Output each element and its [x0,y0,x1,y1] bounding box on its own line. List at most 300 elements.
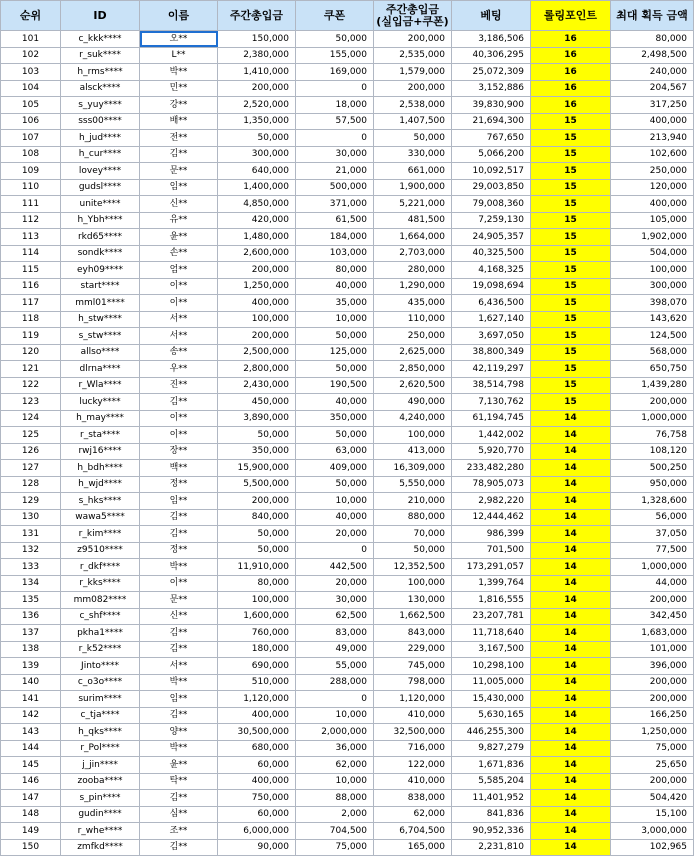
id-cell[interactable]: h_bdh**** [61,460,140,477]
coupon-cell[interactable]: 40,000 [296,394,374,411]
rolling-point-cell[interactable]: 14 [531,691,611,708]
header-id[interactable]: ID [61,1,140,31]
max-amount-cell[interactable]: 15,100 [611,806,694,823]
weekly-total-cell[interactable]: 122,000 [374,757,452,774]
id-cell[interactable]: zooba**** [61,773,140,790]
rank-cell[interactable]: 138 [1,641,61,658]
coupon-cell[interactable]: 80,000 [296,262,374,279]
weekly-total-cell[interactable]: 130,000 [374,592,452,609]
header-coupon[interactable]: 쿠폰 [296,1,374,31]
betting-cell[interactable]: 21,694,300 [452,113,531,130]
id-cell[interactable]: gudin**** [61,806,140,823]
rank-cell[interactable]: 125 [1,427,61,444]
name-cell[interactable]: L** [140,47,218,64]
weekly-total-cell[interactable]: 280,000 [374,262,452,279]
weekly-deposit-cell[interactable]: 50,000 [218,130,296,147]
max-amount-cell[interactable]: 1,000,000 [611,559,694,576]
betting-cell[interactable]: 10,298,100 [452,658,531,675]
rank-cell[interactable]: 110 [1,179,61,196]
max-amount-cell[interactable]: 400,000 [611,196,694,213]
max-amount-cell[interactable]: 1,439,280 [611,377,694,394]
rolling-point-cell[interactable]: 15 [531,212,611,229]
weekly-deposit-cell[interactable]: 400,000 [218,707,296,724]
betting-cell[interactable]: 986,399 [452,526,531,543]
rank-cell[interactable]: 114 [1,245,61,262]
betting-cell[interactable]: 2,982,220 [452,493,531,510]
weekly-deposit-cell[interactable]: 1,350,000 [218,113,296,130]
id-cell[interactable]: s_hks**** [61,493,140,510]
rank-cell[interactable]: 140 [1,674,61,691]
rolling-point-cell[interactable]: 14 [531,509,611,526]
name-cell[interactable]: 김** [140,526,218,543]
weekly-total-cell[interactable]: 110,000 [374,311,452,328]
coupon-cell[interactable]: 2,000 [296,806,374,823]
weekly-deposit-cell[interactable]: 1,400,000 [218,179,296,196]
rolling-point-cell[interactable]: 14 [531,839,611,856]
name-cell[interactable]: 신** [140,608,218,625]
id-cell[interactable]: c_o3o**** [61,674,140,691]
betting-cell[interactable]: 5,630,165 [452,707,531,724]
rolling-point-cell[interactable]: 15 [531,130,611,147]
coupon-cell[interactable]: 0 [296,80,374,97]
max-amount-cell[interactable]: 166,250 [611,707,694,724]
id-cell[interactable]: r_dkf**** [61,559,140,576]
rolling-point-cell[interactable]: 15 [531,295,611,312]
coupon-cell[interactable]: 288,000 [296,674,374,691]
rank-cell[interactable]: 118 [1,311,61,328]
max-amount-cell[interactable]: 398,070 [611,295,694,312]
name-cell[interactable]: 우** [140,361,218,378]
coupon-cell[interactable]: 50,000 [296,427,374,444]
weekly-deposit-cell[interactable]: 2,380,000 [218,47,296,64]
weekly-deposit-cell[interactable]: 1,600,000 [218,608,296,625]
header-name[interactable]: 이름 [140,1,218,31]
coupon-cell[interactable]: 409,000 [296,460,374,477]
name-cell[interactable]: 김** [140,707,218,724]
rank-cell[interactable]: 116 [1,278,61,295]
id-cell[interactable]: r_whe**** [61,823,140,840]
weekly-deposit-cell[interactable]: 2,520,000 [218,97,296,114]
rolling-point-cell[interactable]: 14 [531,410,611,427]
coupon-cell[interactable]: 20,000 [296,526,374,543]
id-cell[interactable]: r_Wla**** [61,377,140,394]
weekly-total-cell[interactable]: 2,703,000 [374,245,452,262]
max-amount-cell[interactable]: 950,000 [611,476,694,493]
max-amount-cell[interactable]: 56,000 [611,509,694,526]
weekly-deposit-cell[interactable]: 4,850,000 [218,196,296,213]
id-cell[interactable]: r_k52**** [61,641,140,658]
header-betting[interactable]: 베팅 [452,1,531,31]
betting-cell[interactable]: 15,430,000 [452,691,531,708]
betting-cell[interactable]: 61,194,745 [452,410,531,427]
rolling-point-cell[interactable]: 14 [531,476,611,493]
rank-cell[interactable]: 135 [1,592,61,609]
rank-cell[interactable]: 103 [1,64,61,81]
weekly-total-cell[interactable]: 16,309,000 [374,460,452,477]
name-cell[interactable]: 장** [140,443,218,460]
coupon-cell[interactable]: 49,000 [296,641,374,658]
weekly-deposit-cell[interactable]: 60,000 [218,806,296,823]
betting-cell[interactable]: 40,325,500 [452,245,531,262]
rolling-point-cell[interactable]: 14 [531,460,611,477]
betting-cell[interactable]: 4,168,325 [452,262,531,279]
rolling-point-cell[interactable]: 14 [531,592,611,609]
betting-cell[interactable]: 1,627,140 [452,311,531,328]
name-cell[interactable]: 임** [140,691,218,708]
betting-cell[interactable]: 3,697,050 [452,328,531,345]
betting-cell[interactable]: 24,905,357 [452,229,531,246]
id-cell[interactable]: allso**** [61,344,140,361]
id-cell[interactable]: rwj16**** [61,443,140,460]
coupon-cell[interactable]: 55,000 [296,658,374,675]
rolling-point-cell[interactable]: 14 [531,674,611,691]
weekly-total-cell[interactable]: 1,900,000 [374,179,452,196]
weekly-total-cell[interactable]: 838,000 [374,790,452,807]
weekly-total-cell[interactable]: 745,000 [374,658,452,675]
name-cell[interactable]: 탁** [140,773,218,790]
weekly-total-cell[interactable]: 4,240,000 [374,410,452,427]
weekly-total-cell[interactable]: 435,000 [374,295,452,312]
max-amount-cell[interactable]: 105,000 [611,212,694,229]
weekly-deposit-cell[interactable]: 180,000 [218,641,296,658]
rank-cell[interactable]: 128 [1,476,61,493]
weekly-deposit-cell[interactable]: 420,000 [218,212,296,229]
name-cell[interactable]: 김** [140,641,218,658]
weekly-deposit-cell[interactable]: 150,000 [218,31,296,48]
rolling-point-cell[interactable]: 14 [531,559,611,576]
rank-cell[interactable]: 105 [1,97,61,114]
weekly-total-cell[interactable]: 165,000 [374,839,452,856]
weekly-total-cell[interactable]: 1,662,500 [374,608,452,625]
betting-cell[interactable]: 173,291,057 [452,559,531,576]
weekly-total-cell[interactable]: 200,000 [374,31,452,48]
coupon-cell[interactable]: 350,000 [296,410,374,427]
name-cell[interactable]: 김** [140,839,218,856]
rank-cell[interactable]: 122 [1,377,61,394]
rank-cell[interactable]: 111 [1,196,61,213]
name-cell[interactable]: 임** [140,179,218,196]
coupon-cell[interactable]: 0 [296,130,374,147]
betting-cell[interactable]: 841,836 [452,806,531,823]
weekly-total-cell[interactable]: 50,000 [374,130,452,147]
rank-cell[interactable]: 130 [1,509,61,526]
name-cell[interactable]: 이** [140,295,218,312]
coupon-cell[interactable]: 184,000 [296,229,374,246]
id-cell[interactable]: alsck**** [61,80,140,97]
weekly-deposit-cell[interactable]: 80,000 [218,575,296,592]
id-cell[interactable]: z9510**** [61,542,140,559]
max-amount-cell[interactable]: 396,000 [611,658,694,675]
max-amount-cell[interactable]: 102,965 [611,839,694,856]
rank-cell[interactable]: 121 [1,361,61,378]
name-cell[interactable]: 김** [140,790,218,807]
weekly-total-cell[interactable]: 330,000 [374,146,452,163]
weekly-total-cell[interactable]: 1,664,000 [374,229,452,246]
rolling-point-cell[interactable]: 14 [531,493,611,510]
weekly-deposit-cell[interactable]: 400,000 [218,773,296,790]
id-cell[interactable]: rkd65**** [61,229,140,246]
id-cell[interactable]: zmfkd**** [61,839,140,856]
coupon-cell[interactable]: 103,000 [296,245,374,262]
betting-cell[interactable]: 5,585,204 [452,773,531,790]
rolling-point-cell[interactable]: 15 [531,179,611,196]
weekly-total-cell[interactable]: 1,407,500 [374,113,452,130]
id-cell[interactable]: h_Ybh**** [61,212,140,229]
id-cell[interactable]: sss00**** [61,113,140,130]
rolling-point-cell[interactable]: 14 [531,707,611,724]
coupon-cell[interactable]: 61,500 [296,212,374,229]
name-cell[interactable]: 송** [140,344,218,361]
weekly-deposit-cell[interactable]: 100,000 [218,311,296,328]
id-cell[interactable]: c_kkk**** [61,31,140,48]
id-cell[interactable]: h_may**** [61,410,140,427]
weekly-deposit-cell[interactable]: 640,000 [218,163,296,180]
betting-cell[interactable]: 79,008,360 [452,196,531,213]
name-cell[interactable]: 박** [140,559,218,576]
weekly-deposit-cell[interactable]: 50,000 [218,526,296,543]
rolling-point-cell[interactable]: 15 [531,394,611,411]
id-cell[interactable]: wawa5**** [61,509,140,526]
betting-cell[interactable]: 1,442,002 [452,427,531,444]
rolling-point-cell[interactable]: 15 [531,146,611,163]
id-cell[interactable]: j_jin**** [61,757,140,774]
id-cell[interactable]: r_kks**** [61,575,140,592]
weekly-deposit-cell[interactable]: 3,890,000 [218,410,296,427]
coupon-cell[interactable]: 20,000 [296,575,374,592]
name-cell[interactable]: 강** [140,97,218,114]
id-cell[interactable]: r_sta**** [61,427,140,444]
name-cell[interactable]: 정** [140,476,218,493]
max-amount-cell[interactable]: 250,000 [611,163,694,180]
weekly-total-cell[interactable]: 200,000 [374,80,452,97]
weekly-deposit-cell[interactable]: 200,000 [218,80,296,97]
weekly-deposit-cell[interactable]: 2,800,000 [218,361,296,378]
coupon-cell[interactable]: 10,000 [296,773,374,790]
rolling-point-cell[interactable]: 16 [531,80,611,97]
rolling-point-cell[interactable]: 14 [531,757,611,774]
header-weekly-deposit[interactable]: 주간총입금 [218,1,296,31]
name-cell[interactable]: 김** [140,146,218,163]
weekly-deposit-cell[interactable]: 1,480,000 [218,229,296,246]
rolling-point-cell[interactable]: 16 [531,97,611,114]
max-amount-cell[interactable]: 300,000 [611,278,694,295]
name-cell[interactable]: 김** [140,509,218,526]
weekly-deposit-cell[interactable]: 30,500,000 [218,724,296,741]
id-cell[interactable]: lovey**** [61,163,140,180]
weekly-total-cell[interactable]: 880,000 [374,509,452,526]
rank-cell[interactable]: 134 [1,575,61,592]
name-cell[interactable]: 문** [140,163,218,180]
rolling-point-cell[interactable]: 16 [531,47,611,64]
header-weekly-total[interactable] [374,1,452,31]
betting-cell[interactable]: 12,444,462 [452,509,531,526]
max-amount-cell[interactable]: 77,500 [611,542,694,559]
rolling-point-cell[interactable]: 16 [531,31,611,48]
betting-cell[interactable]: 767,650 [452,130,531,147]
coupon-cell[interactable]: 40,000 [296,509,374,526]
weekly-deposit-cell[interactable]: 450,000 [218,394,296,411]
betting-cell[interactable]: 1,399,764 [452,575,531,592]
rolling-point-cell[interactable]: 14 [531,443,611,460]
rank-cell[interactable]: 142 [1,707,61,724]
weekly-total-cell[interactable]: 413,000 [374,443,452,460]
name-cell[interactable]: 서** [140,328,218,345]
id-cell[interactable]: h_stw**** [61,311,140,328]
rolling-point-cell[interactable]: 14 [531,658,611,675]
name-cell[interactable]: 신** [140,196,218,213]
betting-cell[interactable]: 40,306,295 [452,47,531,64]
weekly-total-cell[interactable]: 410,000 [374,707,452,724]
name-cell[interactable]: 심** [140,806,218,823]
coupon-cell[interactable]: 40,000 [296,278,374,295]
name-cell[interactable]: 문** [140,592,218,609]
max-amount-cell[interactable]: 101,000 [611,641,694,658]
rank-cell[interactable]: 133 [1,559,61,576]
weekly-total-cell[interactable]: 2,538,000 [374,97,452,114]
name-cell[interactable]: 윤** [140,229,218,246]
betting-cell[interactable]: 38,800,349 [452,344,531,361]
rank-cell[interactable]: 148 [1,806,61,823]
coupon-cell[interactable]: 36,000 [296,740,374,757]
max-amount-cell[interactable]: 650,750 [611,361,694,378]
id-cell[interactable]: c_shf**** [61,608,140,625]
rolling-point-cell[interactable]: 14 [531,806,611,823]
id-cell[interactable]: gudsl**** [61,179,140,196]
max-amount-cell[interactable]: 317,250 [611,97,694,114]
name-cell[interactable]: 김** [140,394,218,411]
coupon-cell[interactable]: 21,000 [296,163,374,180]
name-cell[interactable]: 진** [140,377,218,394]
id-cell[interactable]: r_Pol**** [61,740,140,757]
betting-cell[interactable]: 1,816,555 [452,592,531,609]
weekly-total-cell[interactable]: 100,000 [374,575,452,592]
weekly-deposit-cell[interactable]: 1,120,000 [218,691,296,708]
weekly-total-cell[interactable]: 32,500,000 [374,724,452,741]
betting-cell[interactable]: 39,830,900 [452,97,531,114]
weekly-total-cell[interactable]: 12,352,500 [374,559,452,576]
weekly-total-cell[interactable]: 661,000 [374,163,452,180]
rolling-point-cell[interactable]: 14 [531,575,611,592]
rank-cell[interactable]: 129 [1,493,61,510]
rank-cell[interactable]: 115 [1,262,61,279]
max-amount-cell[interactable]: 504,000 [611,245,694,262]
betting-cell[interactable]: 3,186,506 [452,31,531,48]
rolling-point-cell[interactable]: 14 [531,625,611,642]
name-cell[interactable]: 이** [140,278,218,295]
id-cell[interactable]: h_qks**** [61,724,140,741]
rolling-point-cell[interactable]: 14 [531,641,611,658]
coupon-cell[interactable]: 35,000 [296,295,374,312]
betting-cell[interactable]: 10,092,517 [452,163,531,180]
name-cell[interactable]: 김** [140,625,218,642]
weekly-deposit-cell[interactable]: 50,000 [218,427,296,444]
max-amount-cell[interactable]: 80,000 [611,31,694,48]
weekly-deposit-cell[interactable]: 15,900,000 [218,460,296,477]
max-amount-cell[interactable]: 124,500 [611,328,694,345]
name-cell[interactable]: 조** [140,823,218,840]
betting-cell[interactable]: 42,119,297 [452,361,531,378]
max-amount-cell[interactable]: 1,683,000 [611,625,694,642]
rank-cell[interactable]: 119 [1,328,61,345]
max-amount-cell[interactable]: 2,498,500 [611,47,694,64]
rolling-point-cell[interactable]: 15 [531,113,611,130]
coupon-cell[interactable]: 155,000 [296,47,374,64]
coupon-cell[interactable]: 50,000 [296,476,374,493]
weekly-deposit-cell[interactable]: 2,500,000 [218,344,296,361]
max-amount-cell[interactable]: 25,650 [611,757,694,774]
rolling-point-cell[interactable]: 15 [531,262,611,279]
id-cell[interactable]: r_suk**** [61,47,140,64]
weekly-deposit-cell[interactable]: 1,250,000 [218,278,296,295]
id-cell[interactable]: Jinto**** [61,658,140,675]
weekly-total-cell[interactable]: 70,000 [374,526,452,543]
betting-cell[interactable]: 19,098,694 [452,278,531,295]
rolling-point-cell[interactable]: 15 [531,245,611,262]
rolling-point-cell[interactable]: 14 [531,608,611,625]
rolling-point-cell[interactable]: 15 [531,196,611,213]
name-cell[interactable]: 배** [140,113,218,130]
rolling-point-cell[interactable]: 15 [531,361,611,378]
rolling-point-cell[interactable]: 14 [531,526,611,543]
weekly-total-cell[interactable]: 62,000 [374,806,452,823]
weekly-total-cell[interactable]: 481,500 [374,212,452,229]
weekly-deposit-cell[interactable]: 840,000 [218,509,296,526]
betting-cell[interactable]: 23,207,781 [452,608,531,625]
coupon-cell[interactable]: 704,500 [296,823,374,840]
weekly-deposit-cell[interactable]: 90,000 [218,839,296,856]
betting-cell[interactable]: 5,066,200 [452,146,531,163]
rolling-point-cell[interactable]: 15 [531,328,611,345]
id-cell[interactable]: pkha1**** [61,625,140,642]
rank-cell[interactable]: 113 [1,229,61,246]
rank-cell[interactable]: 102 [1,47,61,64]
rank-cell[interactable]: 145 [1,757,61,774]
rolling-point-cell[interactable]: 15 [531,311,611,328]
weekly-deposit-cell[interactable]: 100,000 [218,592,296,609]
betting-cell[interactable]: 2,231,810 [452,839,531,856]
weekly-total-cell[interactable]: 250,000 [374,328,452,345]
coupon-cell[interactable]: 2,000,000 [296,724,374,741]
max-amount-cell[interactable]: 120,000 [611,179,694,196]
rank-cell[interactable]: 104 [1,80,61,97]
max-amount-cell[interactable]: 1,328,600 [611,493,694,510]
name-cell[interactable]: 백** [140,460,218,477]
id-cell[interactable]: h_rms**** [61,64,140,81]
rank-cell[interactable]: 123 [1,394,61,411]
weekly-deposit-cell[interactable]: 6,000,000 [218,823,296,840]
rank-cell[interactable]: 127 [1,460,61,477]
rolling-point-cell[interactable]: 15 [531,278,611,295]
name-cell[interactable]: 박** [140,674,218,691]
name-cell[interactable]: 이** [140,427,218,444]
weekly-deposit-cell[interactable]: 2,600,000 [218,245,296,262]
name-cell[interactable]: 오** [140,31,218,48]
weekly-total-cell[interactable]: 229,000 [374,641,452,658]
max-amount-cell[interactable]: 143,620 [611,311,694,328]
header-rolling-point[interactable]: 롤링포인트 [531,1,611,31]
rank-cell[interactable]: 112 [1,212,61,229]
rolling-point-cell[interactable]: 15 [531,229,611,246]
name-cell[interactable]: 엄** [140,262,218,279]
rank-cell[interactable]: 126 [1,443,61,460]
rolling-point-cell[interactable]: 14 [531,427,611,444]
rank-cell[interactable]: 108 [1,146,61,163]
coupon-cell[interactable]: 62,000 [296,757,374,774]
betting-cell[interactable]: 1,671,836 [452,757,531,774]
weekly-deposit-cell[interactable]: 510,000 [218,674,296,691]
weekly-deposit-cell[interactable]: 200,000 [218,328,296,345]
max-amount-cell[interactable]: 3,000,000 [611,823,694,840]
